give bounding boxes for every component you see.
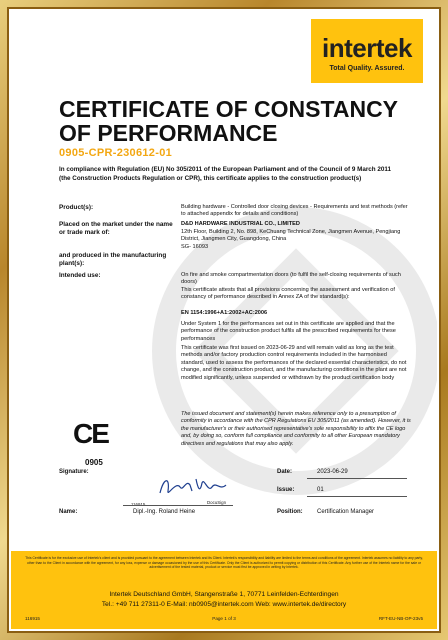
- certificate-page: [11, 11, 437, 629]
- placed-on-market-label: Placed on the market under the name or trade mark of:: [59, 221, 173, 236]
- product-label: Product(s):: [59, 204, 94, 211]
- position-label: Position:: [277, 509, 303, 515]
- position-value: Certification Manager: [317, 509, 375, 515]
- date-label: Date:: [277, 469, 293, 475]
- certificate-title: CERTIFICATE OF CONSTANCY OF PERFORMANCE: [59, 96, 398, 146]
- issued-text: This certificate was first issued on 2023-06-29 and will remain valid as long as the test methods and/or factory production control requirements included in the harmonised standard, used to assess the performances of the declared essential characteristics, do not change, and the construction product, and the manufacturing conditions in the plant are not modified significantly, unless suspended or withdrawn by the product certification body: [181, 345, 407, 381]
- docusign-mark: DocuSign: [207, 500, 227, 505]
- attestation-text: This certificate attests that all provisions concerning the assessment and verification of constancy of performance described in Annex ZA of the standard(s):: [181, 287, 395, 301]
- date-value: 2023-06-29: [317, 469, 348, 475]
- standard-reference: EN 1154:1996+A1:2002+AC:2006: [181, 310, 268, 316]
- logo-tagline: Total Quality. Assured.: [329, 65, 405, 72]
- footer-contact: Tel.: +49 711 27311-0 E-Mail: nb0905@intertek.com Web: www.intertek.de/directory: [101, 601, 347, 608]
- manufacturer-name: D&D HARDWARE INDUSTRIAL CO., LIMITED: [181, 221, 300, 227]
- footer-form-code: RFT-EU-NB-OP-23v5: [378, 616, 423, 621]
- footer-disclaimer: This Certificate is for the exclusive use of Intertek's client and is provided pursuant to the agreement between Intertek and its Client. Intertek's responsibility and liability are limited to the terms and conditions of the agreement. Intertek assumes no liability to any party, other than to the Client in accordance with the agreement, for any loss, expense or damage occasioned by the use of this Certificate. Only the Client is authorized to permit copying or distribution of this Certificate. Any further use of the Intertek name for the sale or advertisement of the tested material, product or service must first be approved in writing by Intertek.: [25, 556, 423, 570]
- certificate-number: 0905-CPR-230612-01: [59, 147, 173, 159]
- name-label: Name:: [59, 509, 78, 515]
- name-value: Dipl.-Ing. Roland Heine: [133, 509, 196, 515]
- conformity-statement: The issued document and statement(s) herein makes reference only to a presumption of conformity in accordance with the CPR Regulations EU 305/2011 (as amended). However, it is the manufacturer's or their authorised representative's sole responsibility to affix the CE logo and, by doing so, conform full compliance and conformity to all other European mandatory directives and regulations that may also apply.: [181, 411, 411, 447]
- signature-label: Signature:: [59, 469, 89, 475]
- footer-page-number: Page 1 of 3: [212, 616, 236, 621]
- signature-line: [123, 505, 233, 506]
- intended-use-value: On fire and smoke compartmentation doors (to fulfil the self-closing requirements of such doors): [181, 272, 401, 286]
- issue-line: [307, 496, 407, 497]
- plant-label: and produced in the manufacturing plant(s):: [59, 252, 167, 267]
- notified-body-number: 0905: [85, 458, 103, 467]
- issue-value: 01: [317, 487, 324, 493]
- intended-use-label: Intended use:: [59, 272, 101, 279]
- footer-left-code: 116915: [25, 616, 40, 621]
- logo-wordmark: intertek: [322, 33, 412, 63]
- postcode: SG- 16093: [181, 244, 209, 250]
- ce-mark: CE: [73, 418, 108, 449]
- footer-address: Intertek Deutschland GmbH, Stangenstraße 1, 70771 Leinfelden-Echterdingen: [109, 591, 339, 598]
- intertek-logo: [311, 19, 423, 83]
- date-line: [307, 478, 407, 479]
- issue-label: Issue:: [277, 487, 295, 493]
- product-value: Building hardware - Controlled door closing devices - Requirements and test methods (refer to attached appendix for details and conditions): [181, 204, 408, 218]
- footer-band: [11, 551, 437, 629]
- handwritten-signature: [156, 473, 236, 499]
- system-text: Under System 1 for the performances set out in this certificate are applied and that the performance of the construction product fulfils all the prescribed requirements for these performances: [181, 321, 396, 342]
- manufacturer-address: 12th Floor, Building 2, No. 898, KeChuang Technical Zone, Jiangmen Avenue, Pengjiang District, Jiangmen City, Guangdong, China: [181, 229, 401, 243]
- intro-text: In compliance with Regulation (EU) No 305/2011 of the European Parliament and of the Council of 9 March 2011 (the Construction Products Regulation or CPR), this certificate applies to the construction product(s): [59, 166, 392, 182]
